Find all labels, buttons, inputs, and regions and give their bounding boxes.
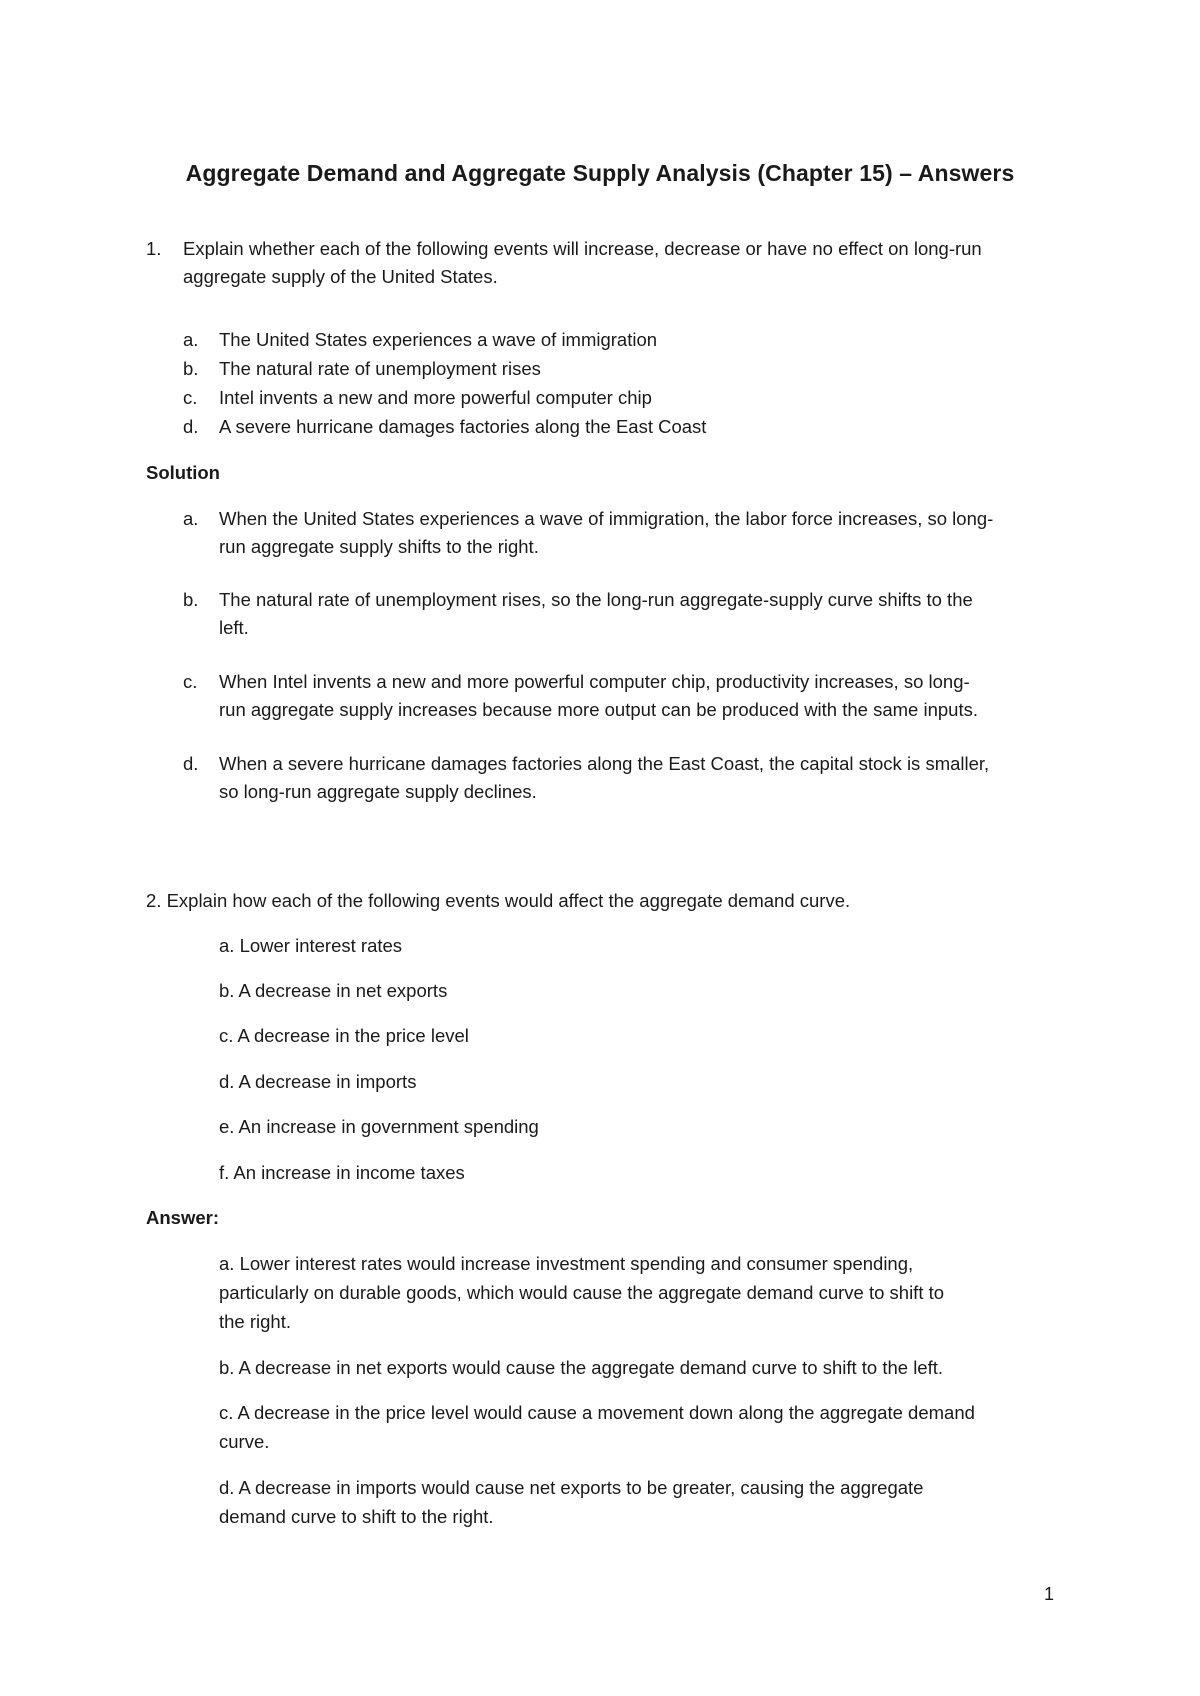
solution-line: The natural rate of unemployment rises, so the long-run aggregate-supply curve shifts to the	[219, 589, 973, 610]
question-1-item-label: d.	[183, 416, 199, 437]
solution-line: run aggregate supply increases because more output can be produced with the same inputs.	[219, 699, 978, 720]
question-2-item: a. Lower interest rates	[219, 935, 403, 956]
question-1-item-text: A severe hurricane damages factories along the East Coast	[219, 416, 707, 437]
answer-line: particularly on durable goods, which would cause the aggregate demand curve to shift to	[219, 1282, 945, 1303]
question-1-item-label: c.	[183, 387, 198, 408]
solution-label: c.	[183, 671, 198, 692]
question-1-item-text: The natural rate of unemployment rises	[219, 358, 541, 379]
question-1-item-label: b.	[183, 358, 199, 379]
answer-line: b. A decrease in net exports would cause the aggregate demand curve to shift to the left.	[219, 1357, 944, 1378]
question-2-item: d. A decrease in imports	[219, 1071, 417, 1092]
question-2-item: c. A decrease in the price level	[219, 1025, 469, 1046]
question-2-item: b. A decrease in net exports	[219, 980, 448, 1001]
solution-label: d.	[183, 753, 199, 774]
solution-line: left.	[219, 617, 249, 638]
question-1-item-text: Intel invents a new and more powerful computer chip	[219, 387, 652, 408]
answer-heading: Answer:	[146, 1207, 219, 1228]
solution-line: so long-run aggregate supply declines.	[219, 781, 537, 802]
question-2-item: e. An increase in government spending	[219, 1116, 539, 1137]
solution-line: When the United States experiences a wave of immigration, the labor force increases, so long-	[219, 508, 994, 529]
question-1-text-line-1: Explain whether each of the following events will increase, decrease or have no effect on long-run	[183, 238, 982, 259]
question-2-text: 2. Explain how each of the following events would affect the aggregate demand curve.	[146, 890, 851, 911]
question-2-item: f. An increase in income taxes	[219, 1162, 465, 1183]
page-title: Aggregate Demand and Aggregate Supply Analysis (Chapter 15) – Answers	[185, 160, 1015, 186]
answer-line: curve.	[219, 1431, 270, 1452]
answer-line: a. Lower interest rates would increase investment spending and consumer spending,	[219, 1253, 914, 1274]
solution-heading: Solution	[146, 462, 220, 483]
solution-label: b.	[183, 589, 199, 610]
question-1-text-line-2: aggregate supply of the United States.	[183, 266, 498, 287]
solution-line: When Intel invents a new and more powerful computer chip, productivity increases, so long-	[219, 671, 970, 692]
answer-line: demand curve to shift to the right.	[219, 1506, 494, 1527]
page-number: 1	[1044, 1584, 1055, 1604]
solution-line: When a severe hurricane damages factories along the East Coast, the capital stock is smaller,	[219, 753, 990, 774]
answer-line: d. A decrease in imports would cause net exports to be greater, causing the aggregate	[219, 1477, 924, 1498]
question-1-item-text: The United States experiences a wave of immigration	[219, 329, 658, 350]
solution-line: run aggregate supply shifts to the right.	[219, 536, 539, 557]
answer-line: the right.	[219, 1311, 291, 1332]
solution-label: a.	[183, 508, 199, 529]
question-1-item-label: a.	[183, 329, 199, 350]
question-1-number: 1.	[146, 238, 162, 259]
answer-line: c. A decrease in the price level would cause a movement down along the aggregate demand	[219, 1402, 975, 1423]
